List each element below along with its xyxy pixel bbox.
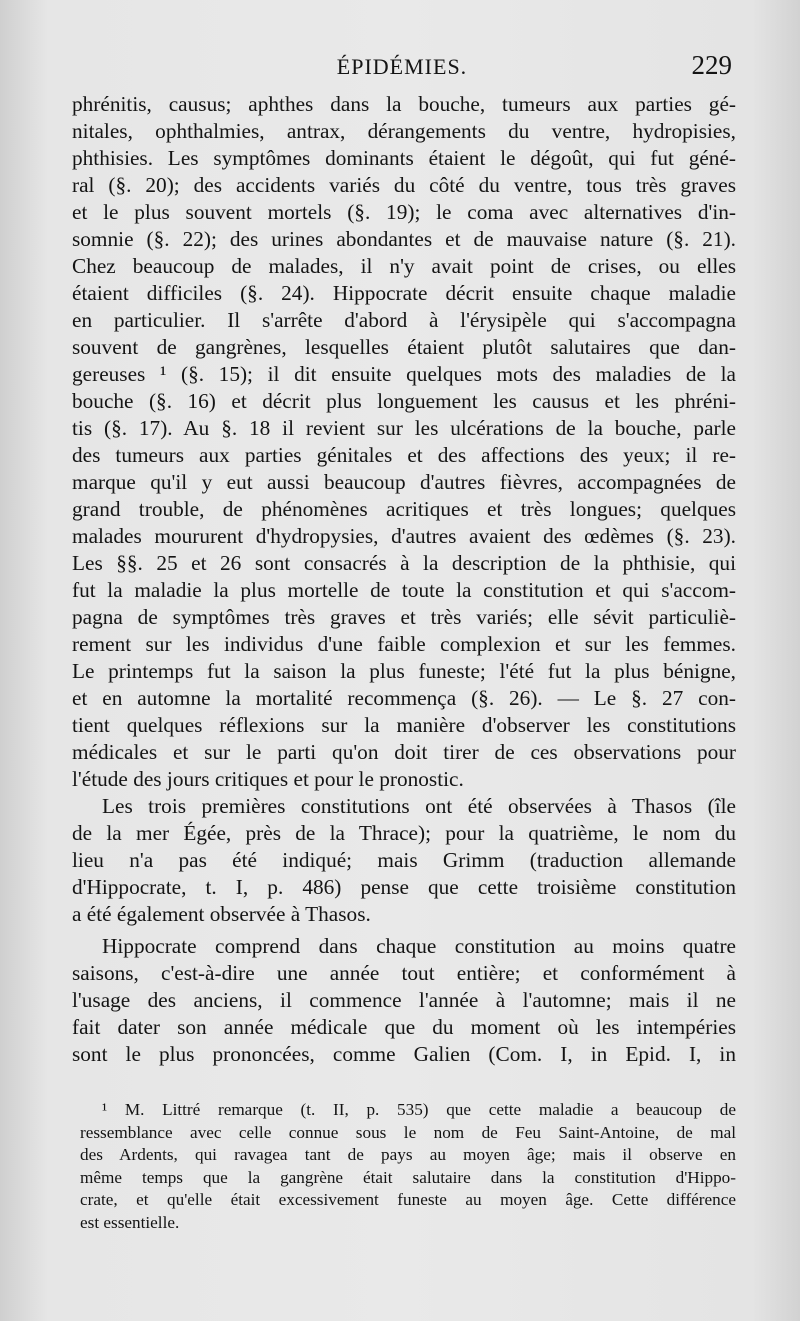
text-line: ral (§. 20); des accidents variés du côté du ventre, tous très graves: [72, 173, 736, 197]
footnotes: [80, 1099, 736, 1235]
text-line: pagna de symptômes très graves et très variés; elle sévit particuliè-: [72, 605, 736, 629]
footnote-line: des Ardents, qui ravagea tant de pays au moyen âge; mais il observe en: [80, 1145, 736, 1165]
text-line: phthisies. Les symptômes dominants étaient le dégoût, qui fut géné-: [72, 146, 736, 170]
text-line: souvent de gangrènes, lesquelles étaient plutôt salutaires que dan-: [72, 335, 736, 359]
text-line: médicales et sur le parti qu'on doit tirer de ces observations pour: [72, 740, 736, 764]
text-line: l'étude des jours critiques et pour le pronostic.: [72, 767, 464, 791]
footnote-line: même temps que la gangrène était salutaire dans la constitution d'Hippo-: [80, 1167, 736, 1187]
text-line: Chez beaucoup de malades, il n'y avait point de crises, ou elles: [72, 254, 736, 278]
footnote-line: est essentielle.: [80, 1212, 180, 1232]
body-text: [72, 91, 736, 1068]
text-line: a été également observée à Thasos.: [72, 902, 371, 926]
text-line: Les §§. 25 et 26 sont consacrés à la description de la phthisie, qui: [72, 551, 736, 575]
text-line: fait dater son année médicale que du moment où les intempéries: [72, 1015, 736, 1039]
text-line: phrénitis, causus; aphthes dans la bouche, tumeurs aux parties gé-: [72, 92, 736, 116]
text-line: saisons, c'est-à-dire une année tout entière; et conformément à: [72, 961, 736, 985]
text-line: somnie (§. 22); des urines abondantes et de mauvaise nature (§. 21).: [72, 227, 736, 251]
footnote-line: ¹ M. Littré remarque (t. II, p. 535) que cette maladie a beaucoup de: [102, 1100, 736, 1119]
text-line: d'Hippocrate, t. I, p. 486) pense que cette troisième constitution: [72, 875, 736, 899]
text-line: étaient difficiles (§. 24). Hippocrate décrit ensuite chaque maladie: [72, 281, 736, 305]
text-line: des tumeurs aux parties génitales et des affections des yeux; il re-: [72, 443, 736, 467]
text-line: Le printemps fut la saison la plus funeste; l'été fut la plus bénigne,: [72, 659, 736, 683]
running-title: ÉPIDÉMIES.: [336, 54, 468, 79]
text-line: en particulier. Il s'arrête d'abord à l'érysipèle qui s'accompagna: [72, 308, 736, 332]
text-line: de la mer Égée, près de la Thrace); pour la quatrième, le nom du: [72, 821, 736, 845]
text-line: tient quelques réflexions sur la manière d'observer les constitutions: [72, 713, 736, 737]
text-line: fut la maladie la plus mortelle de toute la constitution et qui s'accom-: [72, 578, 736, 602]
text-line: sont le plus prononcées, comme Galien (Com. I, in Epid. I, in: [72, 1042, 736, 1066]
text-line: bouche (§. 16) et décrit plus longuement les causus et les phréni-: [72, 389, 736, 413]
text-line: nitales, ophthalmies, antrax, dérangements du ventre, hydropisies,: [72, 119, 736, 143]
text-line: Les trois premières constitutions ont été observées à Thasos (île: [102, 794, 736, 818]
text-line: et en automne la mortalité recommença (§. 26). — Le §. 27 con-: [72, 686, 736, 710]
page-header: [72, 50, 732, 84]
footnote-line: ressemblance avec celle connue sous le nom de Feu Saint-Antoine, de mal: [80, 1122, 736, 1142]
text-line: rement sur les individus d'une faible complexion et sur les femmes.: [72, 632, 736, 656]
text-line: et le plus souvent mortels (§. 19); le coma avec alternatives d'in-: [72, 200, 736, 224]
text-line: l'usage des anciens, il commence l'année à l'automne; mais il ne: [72, 988, 736, 1012]
text-line: grand trouble, de phénomènes acritiques et très longues; quelques: [72, 497, 736, 521]
page-number: 229: [691, 50, 732, 80]
footnote-line: crate, et qu'elle était excessivement funeste au moyen âge. Cette différence: [80, 1190, 736, 1210]
text-line: gereuses ¹ (§. 15); il dit ensuite quelques mots des maladies de la: [72, 362, 736, 386]
text-line: Hippocrate comprend dans chaque constitution au moins quatre: [102, 934, 736, 958]
text-line: marque qu'il y eut aussi beaucoup d'autres fièvres, accompagnées de: [72, 470, 736, 494]
text-line: malades moururent d'hydropysies, d'autres avaient des œdèmes (§. 23).: [72, 524, 736, 548]
text-line: lieu n'a pas été indiqué; mais Grimm (traduction allemande: [72, 848, 736, 872]
text-line: tis (§. 17). Au §. 18 il revient sur les ulcérations de la bouche, parle: [72, 416, 736, 440]
